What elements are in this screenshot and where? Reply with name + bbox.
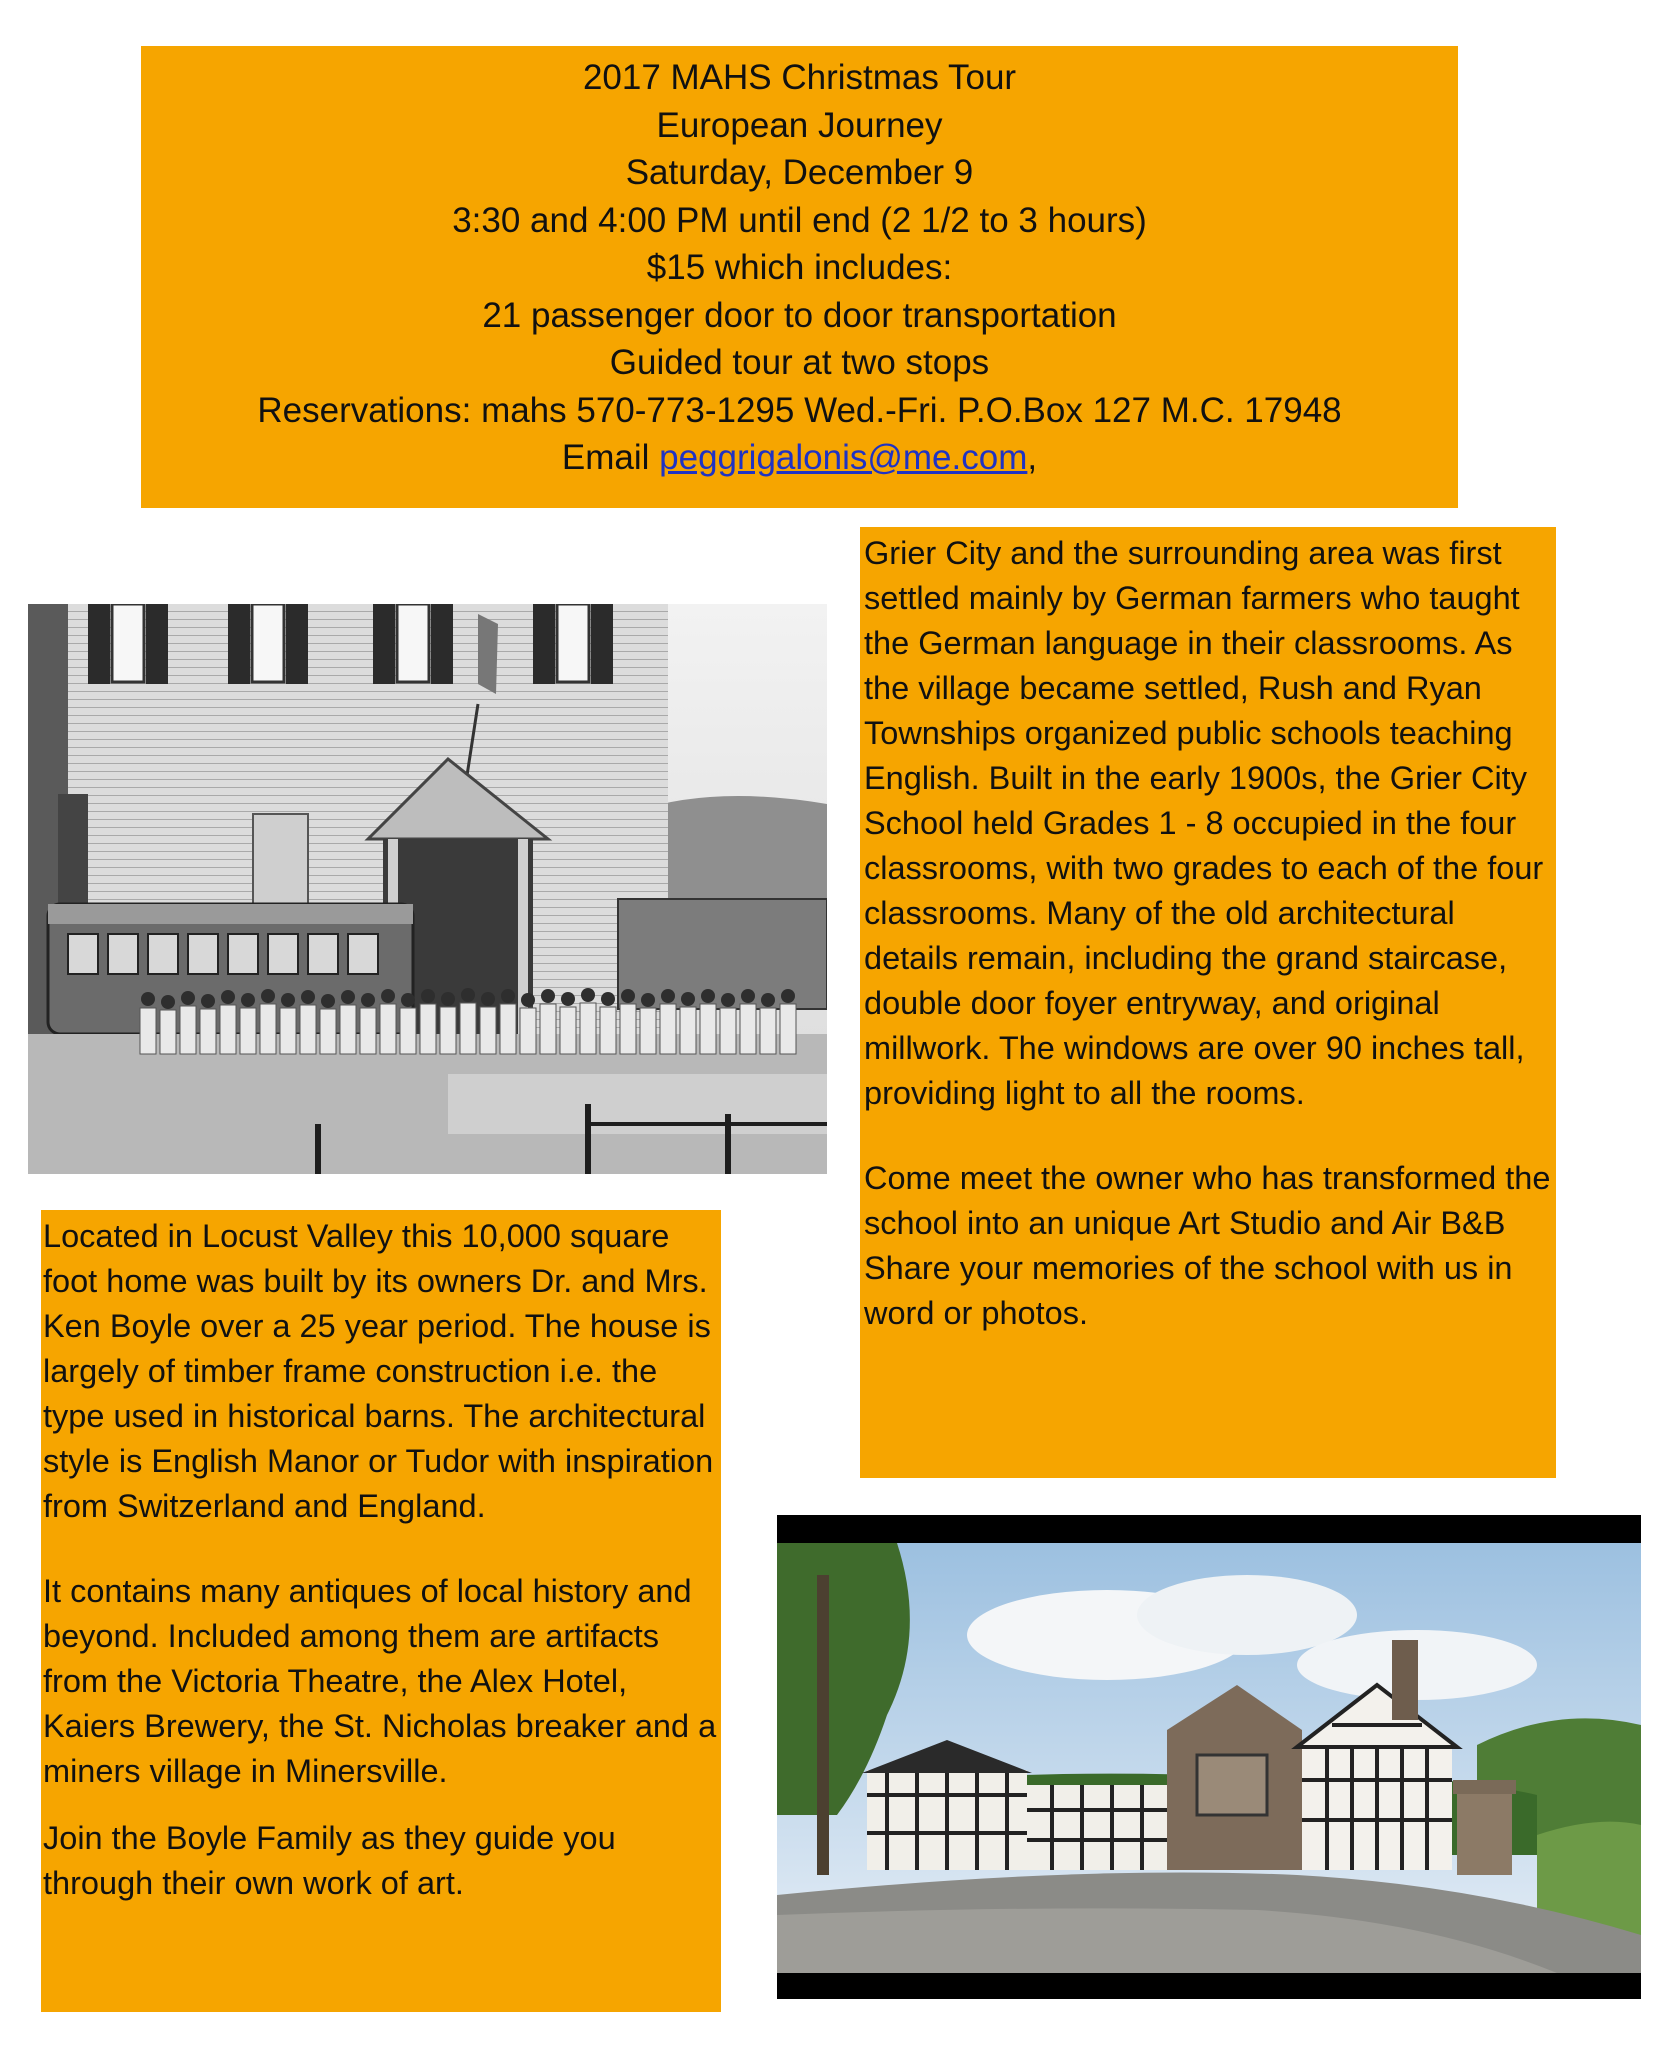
email-suffix: , [1027, 438, 1038, 477]
tour-reservations: Reservations: mahs 570-773-1295 Wed.-Fri. P.O.Box 127 M.C. 17948 [257, 390, 1342, 430]
tour-date: Saturday, December 9 [625, 153, 974, 192]
email-link[interactable]: peggrigalonis@me.com [659, 438, 1028, 477]
school-paragraph-invitation: Come meet the owner who has transformed the school into an unique Art Studio and Air B&B Share your memories of the school with us in word or photos. [864, 1160, 1551, 1331]
tour-price: $15 which includes: [646, 248, 953, 287]
manor-description-box [41, 1210, 721, 2012]
manor-paragraph-invitation: Join the Boyle Family as they guide you through their own work of art. [43, 1820, 616, 1901]
tour-info-box [141, 46, 1458, 508]
manor-paragraph-history: Located in Locust Valley this 10,000 square foot home was built by its owners Dr. and Mrs. Ken Boyle over a 25 year period. The house is largely of timber frame construction i.e. the type used in historical barns. The architectural style is English Manor or Tudor with inspiration from Switzerland and England. [43, 1218, 714, 1524]
tour-guided-stops: Guided tour at two stops [609, 343, 990, 382]
tour-title: 2017 MAHS Christmas Tour [582, 58, 1017, 97]
school-paragraph-history: Grier City and the surrounding area was first settled mainly by German farmers who taught the German language in their classrooms. As the village became settled, Rush and Ryan Townships organized public schools teaching English. Built in the early 1900s, the Grier City School held Grades 1 - 8 occupied in the four classrooms, with two grades to each of the four classrooms. Many of the old architectural details remain, including the grand staircase, double door foyer entryway, and original millwork. The windows are over 90 inches tall, providing light to all the rooms. [864, 535, 1544, 1111]
email-prefix: Email [561, 438, 660, 477]
tour-email-line [141, 434, 1458, 482]
tour-times: 3:30 and 4:00 PM until end (2 1/2 to 3 hours) [452, 200, 1147, 240]
school-photo [28, 604, 827, 1174]
manor-paragraph-antiques: It contains many antiques of local history and beyond. Included among them are artifacts from the Victoria Theatre, the Alex Hotel, Kaiers Brewery, the St. Nicholas breaker and a miners village in Minersville. [43, 1573, 717, 1789]
tour-transportation: 21 passenger door to door transportation [482, 295, 1117, 335]
manor-photo [777, 1515, 1641, 1999]
school-description-box [860, 527, 1556, 1478]
tour-subtitle: European Journey [656, 105, 943, 145]
